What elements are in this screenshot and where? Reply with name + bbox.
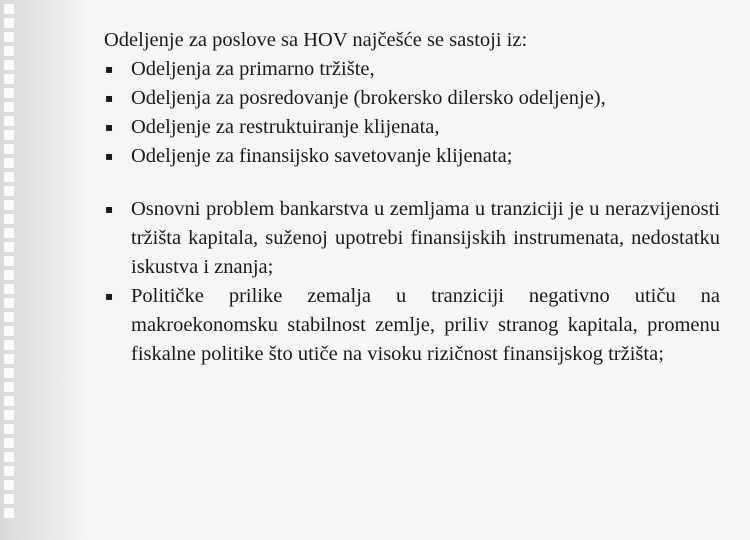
strip-square — [4, 186, 14, 196]
strip-square — [4, 116, 14, 126]
list-item — [104, 113, 720, 142]
strip-square — [4, 88, 14, 98]
strip-square — [4, 438, 14, 448]
list-item-text: Odeljenje za restruktuiranje klijenata, — [131, 116, 440, 138]
strip-square — [4, 452, 14, 462]
strip-square — [4, 312, 14, 322]
strip-square — [4, 18, 14, 28]
strip-square — [4, 340, 14, 350]
list-item — [104, 195, 720, 282]
square-bullet-icon: ▪ — [105, 149, 114, 163]
list-item-text: Političke prilike zemalja u tranziciji negativno utiču na makroekonomsku stabilnost zemlje, priliv stranog kapitala, promenu fiskalne politike što utiče na visoku rizičnost finansijskog tržišta; — [131, 285, 720, 365]
strip-square — [4, 4, 14, 14]
list-item — [104, 142, 720, 171]
strip-square — [4, 494, 14, 504]
list-item-text: Odeljenja za posredovanje (brokersko dilersko odeljenje), — [131, 87, 606, 109]
strip-square — [4, 424, 14, 434]
list-item — [104, 55, 720, 84]
strip-square — [4, 466, 14, 476]
strip-square — [4, 144, 14, 154]
problems-list — [104, 195, 720, 369]
strip-square — [4, 214, 14, 224]
department-list — [104, 55, 720, 171]
strip-square — [4, 130, 14, 140]
strip-square — [4, 284, 14, 294]
square-bullet-icon: ▪ — [105, 62, 114, 76]
intro-text: Odeljenje za poslove sa HOV najčešće se sastoji iz: — [104, 29, 528, 51]
strip-square — [4, 256, 14, 266]
strip-square — [4, 158, 14, 168]
strip-square — [4, 326, 14, 336]
strip-square — [4, 382, 14, 392]
decorative-side-strip — [0, 0, 18, 540]
strip-square — [4, 480, 14, 490]
strip-square — [4, 508, 14, 518]
square-bullet-icon: ▪ — [105, 120, 114, 134]
strip-square — [4, 228, 14, 238]
strip-square — [4, 242, 14, 252]
slide-content — [104, 26, 720, 369]
strip-square — [4, 172, 14, 182]
strip-square — [4, 32, 14, 42]
strip-square — [4, 368, 14, 378]
strip-square — [4, 46, 14, 56]
list-item-text: Odeljenja za primarno tržište, — [131, 58, 375, 80]
strip-square — [4, 354, 14, 364]
list-item — [104, 282, 720, 369]
strip-square — [4, 270, 14, 280]
square-bullet-icon: ▪ — [105, 202, 114, 216]
strip-square — [4, 60, 14, 70]
list-item-text: Odeljenje za finansijsko savetovanje klijenata; — [131, 145, 513, 167]
strip-square — [4, 298, 14, 308]
strip-square — [4, 74, 14, 84]
strip-square — [4, 200, 14, 210]
strip-square — [4, 410, 14, 420]
strip-square — [4, 102, 14, 112]
square-bullet-icon: ▪ — [105, 91, 114, 105]
strip-square — [4, 396, 14, 406]
square-bullet-icon: ▪ — [105, 289, 114, 303]
list-item-text: Osnovni problem bankarstva u zemljama u tranziciji je u nerazvijenosti tržišta kapitala, suženoj upotrebi finansijskih instrumenata, nedostatku iskustva i znanja; — [131, 198, 720, 278]
list-item — [104, 84, 720, 113]
